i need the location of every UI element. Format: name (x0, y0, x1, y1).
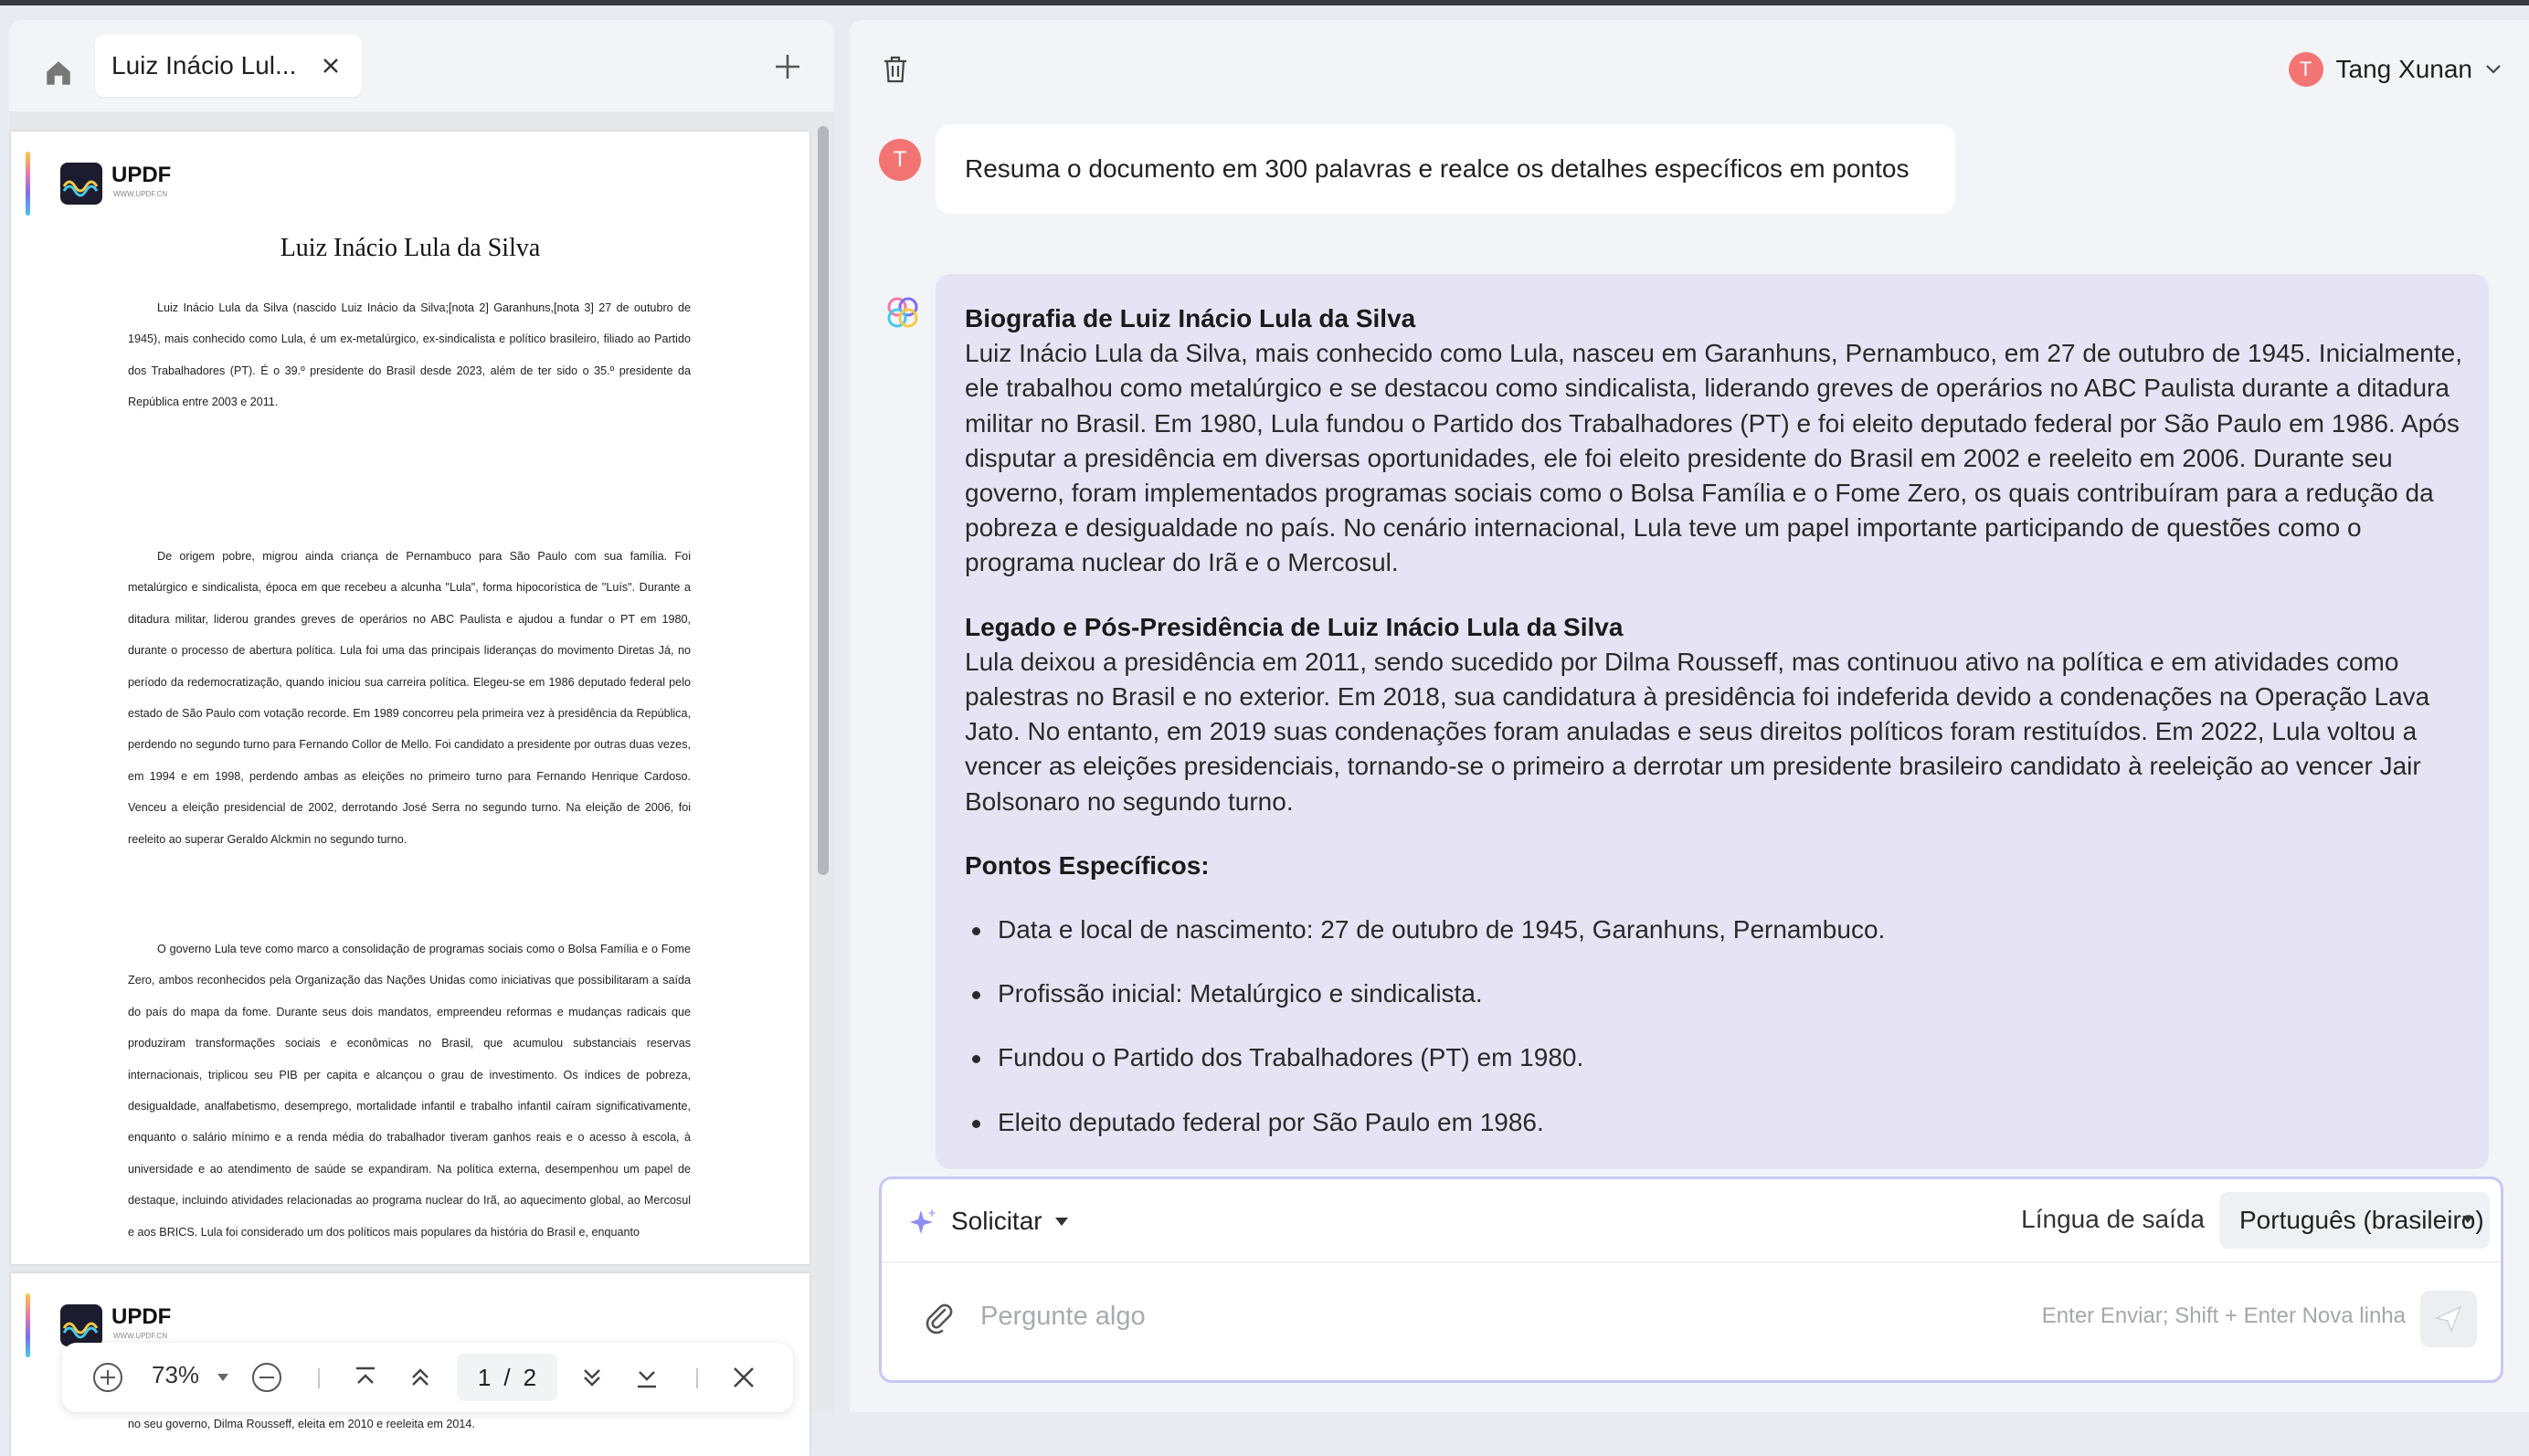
points-list (965, 913, 2463, 1140)
user-menu[interactable] (2289, 46, 2502, 93)
chat-input-box (879, 1176, 2503, 1383)
pdf-page-1 (11, 132, 809, 1264)
updf-logo-subtext: WWW.UPDF.CN (113, 1332, 168, 1340)
prev-page-icon (407, 1365, 433, 1390)
document-title: Luiz Inácio Lula da Silva (280, 234, 541, 262)
zoom-level[interactable]: 73% (152, 1361, 200, 1388)
document-paragraph: Luiz Inácio Lula da Silva (nascido Luiz Inácio da Silva;[nota 2] Garanhuns,[nota 3] 27 de outubro de 1945), mais conhecido como Lula, é um ex-metalúrgico, ex-sindicalista e político brasileiro, filiado ao Partido dos Trabalhadores (PT). É o 39.º presidente do Brasil desde 2023, além de ter sido o 35.º presidente da República entre 2003 e 2011. (128, 301, 691, 409)
ask-input[interactable] (980, 1292, 1949, 1340)
close-icon (732, 1366, 756, 1389)
document-paragraph: De origem pobre, migrou ainda criança de Pernambuco para São Paulo com sua família. Foi metalúrgico e sindicalista, época em que recebeu a alcunha "Lula", forma hipocorística de "Luís". Durante a ditadura militar, liderou grandes greves de operários no ABC Paulista e ajudou a fundar o PT em 1980, durante o processo de abertura política. Lula foi uma das principais lideranças do movimento Diretas Já, no período da redemocratização, quando iniciou sua carreira política. Elegeu-se em 1986 deputado federal pelo estado de São Paulo com votação recorde. Em 1989 concorreu pela primeira vez à presidência da República, perdendo no segundo turno para Fernando Collor de Mello. Foi candidato a presidente por outras duas vezes, em 1994 e em 1998, perdendo ambas as eleições no primeiro turno para Fernando Henrique Cardoso. Venceu a eleição presidencial de 2002, derrotando José Serra no segundo turno. Na eleição de 2006, foi reeleito ao superar Geraldo Alckmin no segundo turno. (128, 550, 691, 846)
document-paragraph: no seu governo, Dilma Rousseff, eleita em 2010 e reeleita em 2014. (128, 1418, 475, 1430)
attach-button[interactable] (918, 1296, 958, 1336)
send-button[interactable] (2420, 1291, 2477, 1347)
paperclip-icon (921, 1299, 956, 1334)
caret-down-icon (2462, 1216, 2473, 1223)
list-item: Profissão inicial: Metalúrgico e sindicalista. (972, 976, 2463, 1011)
last-page-icon (634, 1365, 660, 1390)
user-message (936, 124, 1955, 214)
clear-chat-button[interactable] (873, 47, 917, 91)
updf-logo-subtext: WWW.UPDF.CN (113, 190, 168, 198)
ai-section (965, 301, 2463, 581)
ai-chat-panel (850, 20, 2529, 1412)
updf-logo (26, 152, 190, 216)
page-navigation-toolbar (62, 1343, 793, 1412)
trash-icon (882, 55, 909, 84)
home-button[interactable] (33, 47, 84, 99)
document-paragraph: O governo Lula teve como marco a consolidação de programas sociais como o Bolsa Família e o Fome Zero, ambos reconhecidos pela Organização das Nações Unidas como iniciativas que possibilitaram a saída do país do mapa da fome. Durante seus dois mandatos, empreendeu reformas e mudanças radicais que produziram transformações sociais e econômicas no Brasil, que acumulou substanciais reservas internacionais, triplicou seu PIB per capita e alcançou o grau de investimento. Os índices de pobreza, desigualdade, analfabetismo, desemprego, mortalidade infantil e trabalho infantil caíram significativamente, enquanto o salário mínimo e a renda média do trabalhador tiveram ganhos reais e o acesso à escola, à universidade e ao atendimento de saúde se expandiram. Na política externa, desempenhou um papel de destaque, incluindo atividades relacionadas ao programa nuclear do Irã, ao aquecimento global, ao Mercosul e aos BRICS. Lula foi considerado um dos políticos mais populares da história do Brasil e, enquanto (128, 943, 691, 1239)
page-separator: / (503, 1363, 511, 1391)
ai-section (965, 610, 2463, 819)
send-hint: Enter Enviar; Shift + Enter Nova linha (2041, 1303, 2406, 1328)
first-page-button[interactable] (345, 1356, 386, 1399)
ai-response (936, 274, 2489, 1169)
ai-section-heading: Biografia de Luiz Inácio Lula da Silva (965, 304, 1416, 332)
prompt-menu-label: Solicitar (951, 1207, 1042, 1235)
pdf-viewer-panel (9, 20, 834, 1430)
document-tab-label: Luiz Inácio Lul... (111, 51, 297, 79)
ai-section-text: Luiz Inácio Lula da Silva, mais conhecido como Lula, nasceu em Garanhuns, Pernambuco, em 27 de outubro de 1945. Inicialmente, ele trabalhou como metalúrgico e se destacou como sindicalista, liderando greves de operários no ABC Paulista durante a ditadura militar no Brasil. Em 1980, Lula fundou o Partido dos Trabalhadores (PT) e foi eleito deputado federal por São Paulo em 1986. Após disputar a presidência em diversas oportunidades, ele foi eleito presidente do Brasil em 2002 e reeleito em 2006. Durante seu governo, foram implementados programas sociais como o Bolsa Família e o Fome Zero, os quais contribuíram para a redução da pobreza e desigualdade no país. No cenário internacional, Lula teve um papel importante participando de questões como o programa nuclear do Irã e o Mercosul. (965, 339, 2462, 577)
first-page-icon (353, 1365, 378, 1390)
chevron-down-icon (2485, 64, 2502, 75)
list-item: Data e local de nascimento: 27 de outubro de 1945, Garanhuns, Pernambuco. (972, 913, 2463, 947)
last-page-button[interactable] (627, 1356, 667, 1399)
plus-icon (774, 53, 801, 80)
zoom-out-icon (250, 1361, 283, 1394)
add-tab-button[interactable] (765, 44, 810, 90)
output-language-value: Português (brasileiro) (2239, 1206, 2484, 1234)
home-icon (43, 58, 74, 89)
caret-down-icon (217, 1374, 228, 1381)
tab-bar (9, 20, 834, 111)
page-indicator[interactable] (457, 1354, 557, 1401)
prev-page-button[interactable] (400, 1356, 440, 1399)
zoom-in-icon (91, 1361, 124, 1394)
current-page: 1 (477, 1363, 492, 1391)
close-toolbar-button[interactable] (724, 1356, 764, 1399)
zoom-dropdown[interactable] (212, 1356, 234, 1399)
list-item: Eleito deputado federal por São Paulo em 1986. (972, 1105, 2463, 1140)
document-tab[interactable] (95, 35, 362, 97)
prompt-menu-button[interactable] (909, 1201, 1068, 1241)
zoom-out-button[interactable] (245, 1356, 289, 1399)
tab-close-button[interactable] (318, 53, 344, 79)
updf-logo-text: UPDF (111, 163, 172, 187)
total-pages: 2 (523, 1363, 537, 1391)
sparkle-icon (909, 1207, 938, 1236)
ai-section-text: Lula deixou a presidência em 2011, sendo sucedido por Dilma Rousseff, mas continuou ativo na política e em atividades como palestras no Brasil e no exterior. Em 2018, sua candidatura à presidência foi indeferida devido a condenações na Operação Lava Jato. No entanto, em 2019 suas condenações foram anuladas e seus direitos políticos foram restituídos. Em 2022, Lula voltou a vencer as eleições presidenciais, tornando-se o primeiro a derrotar um presidente brasileiro candidato à reeleição ao vencer Jair Bolsonaro no segundo turno. (965, 647, 2430, 816)
avatar: T (2289, 52, 2323, 87)
list-item: Fundou o Partido dos Trabalhadores (PT) em 1980. (972, 1040, 2463, 1075)
next-page-button[interactable] (572, 1356, 612, 1399)
toolbar-divider (696, 1368, 698, 1388)
updf-logo-text: UPDF (111, 1304, 172, 1329)
ai-response-content (965, 301, 2463, 1169)
toolbar-divider (318, 1368, 320, 1388)
next-page-icon (579, 1365, 605, 1390)
output-language-label: Língua de saída (2021, 1205, 2205, 1233)
input-options-bar (882, 1179, 2501, 1263)
user-name: Tang Xunan (2335, 55, 2472, 83)
user-message-text: Resuma o documento em 300 palavras e realce os detalhes específicos em pontos (965, 154, 1910, 183)
output-language-select[interactable] (2219, 1192, 2490, 1249)
document-canvas[interactable] (9, 111, 834, 1430)
points-heading: Pontos Específicos: (965, 850, 1210, 880)
close-icon (322, 57, 340, 75)
send-icon (2434, 1304, 2463, 1334)
ai-logo-icon (884, 294, 921, 331)
document-scrollbar[interactable] (818, 126, 829, 875)
message-avatar: T (879, 139, 921, 181)
ai-section-heading: Legado e Pós-Presidência de Luiz Inácio Lula da Silva (965, 612, 1624, 641)
zoom-in-button[interactable] (86, 1356, 130, 1399)
window-top-bar (0, 0, 2529, 5)
caret-down-icon (1055, 1218, 1068, 1226)
